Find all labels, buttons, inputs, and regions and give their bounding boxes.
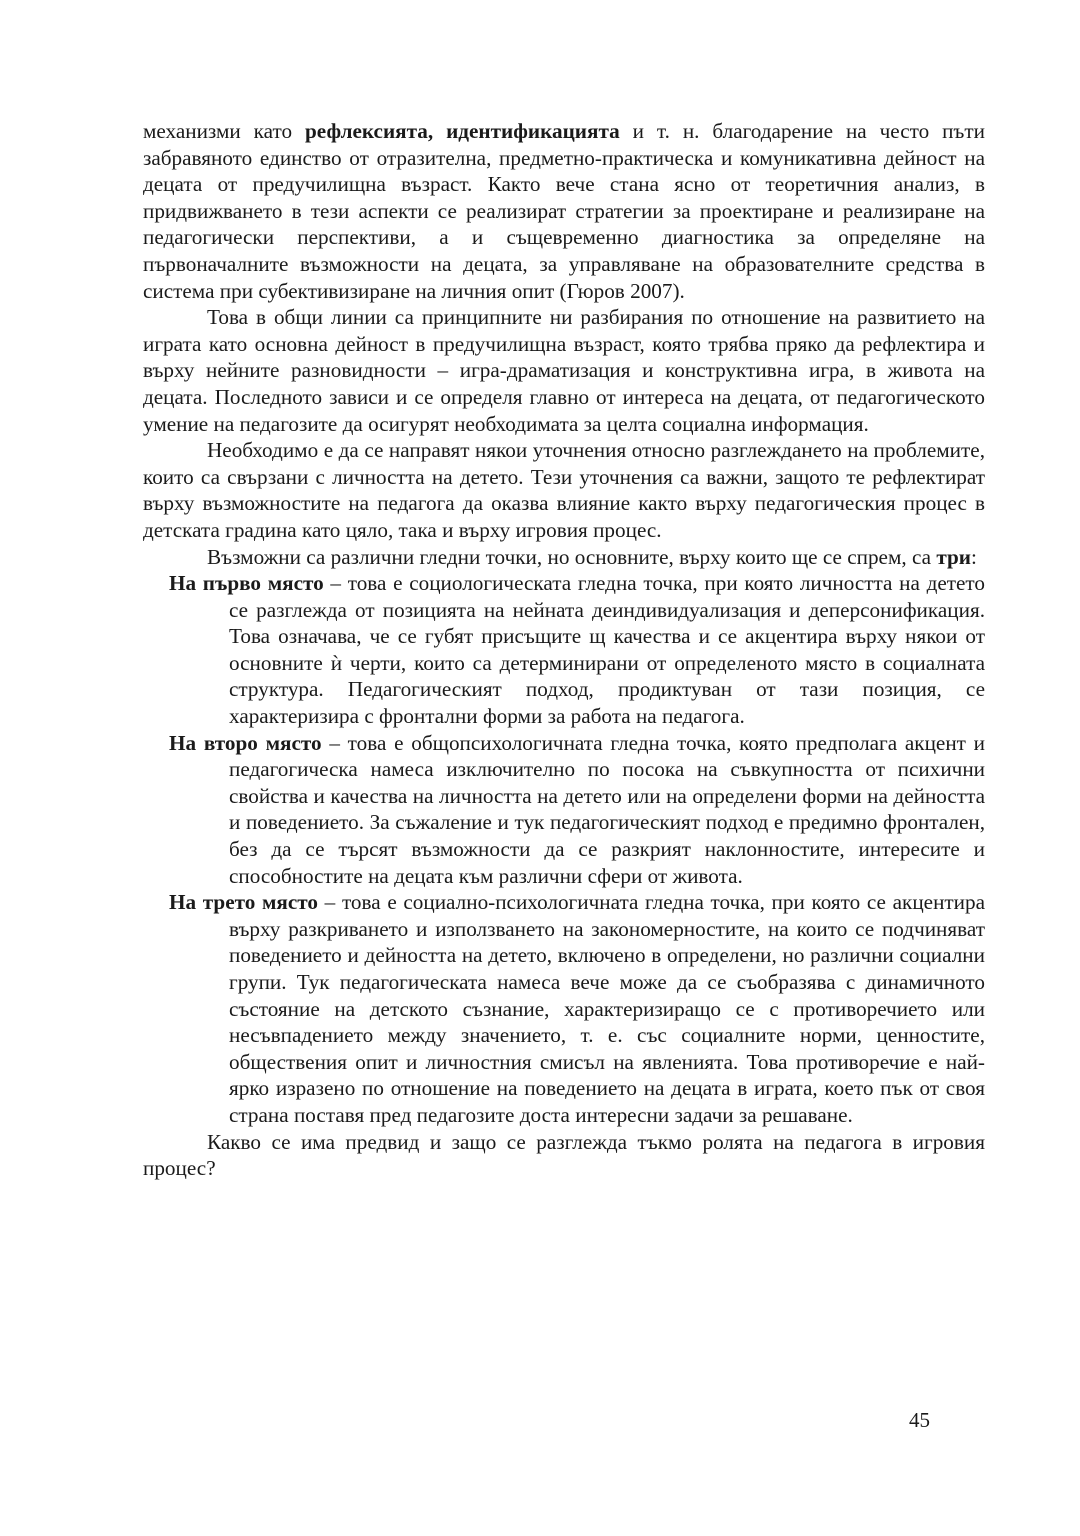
paragraph-1-text-c: и т. н. благодарение на често пъти забравяното единство от отразителна, предметно-практическа и комуникативна дейност на децата от предучилищна възраст. Както вече стана ясно от теоретичния анализ, в придвижването в тези аспекти се реализират стратегии за проектиране и реализиране на педагогически перспективи, а и същевременно диагностика за определяне на първоначалните възможности на децата, за управляване на образователните средства в система при субективизиране на личния опит (Гюров 2007). xyxy=(143,119,985,303)
page-number: 45 xyxy=(909,1408,930,1432)
list-item-second-label: На второ място xyxy=(169,730,322,755)
list-item-third-text: – това е социално-психологичната гледна точка, при която се акцентира върху разкриването и използването на закономерностите, на които се подчиняват поведението и дейността на детето, включено в определени, но различни социални групи. Тук педагогическата намеса вече може да се съобразява с динамичното състояние на детското съзнание, характеризиращо се с противоречието или несъвпадението между значението, т. е. със социалните норми, ценностите, обществения опит и личностния смисъл на явленията. Това противоречие е най-ярко изразено по отношение на поведението на децата в играта, което пък от своя страна поставя пред педагозите доста интересни задачи за решаване. xyxy=(229,890,985,1127)
paragraph-2: Това в общи линии са принципните ни разбирания по отношение на развитието на играта като основна дейност в предучилищна възраст, която трябва пряко да рефлектира и върху нейните разновидности – игра-драматизация и конструктивна игра, в живота на децата. Последното зависи и се определя главно от интереса на децата, от педагогическото умение на педагозите да осигурят необходимата за целта социална информация. xyxy=(143,305,985,436)
list-item-first-label: На първо място xyxy=(169,571,324,596)
paragraph-1-bold-terms: рефлексията, идентификацията xyxy=(305,119,620,143)
paragraph-1 xyxy=(143,118,985,304)
list-item-second-text: – това е общопсихологичната гледна точка, която предполага акцент и педагогическа намеса изключително по посока на съвкупността от психични свойства и качества на личността на детето или на определени форми на дейността и поведението. За съжаление и тук педагогическият подход е предимно фронтален, без да се търсят възможности да се разкрият наклонностите, интересите и способностите на децата към различни сфери от живота. xyxy=(229,730,985,888)
page-body xyxy=(143,118,985,1182)
paragraph-1-text-a: механизми като xyxy=(143,119,305,143)
list-item-first-text: – това е социологическата гледна точка, при която личността на детето се разглежда от позицията на нейната деиндивидуализация и деперсонификация. Това означава, че се губят присъщите щ качества и се акцентира върху някои от основните ѝ черти, които са детерминирани от определеното място в социалната структура. Педагогическият подход, продиктуван от тази позиция, се характеризира с фронтални форми за работа на педагога. xyxy=(229,571,985,729)
paragraph-4-bold-three: три xyxy=(936,544,971,569)
list-item-third xyxy=(143,889,985,1128)
paragraph-4 xyxy=(143,544,985,571)
list-item-first xyxy=(143,570,985,730)
paragraph-4-text-c: : xyxy=(971,544,977,569)
paragraph-5: Какво се има предвид и защо се разглежда тъкмо ролята на педагога в игровия процес? xyxy=(143,1129,985,1181)
list-item-third-label: На трето място xyxy=(169,890,319,915)
paragraph-3: Необходимо е да се направят някои уточнения относно разглеждането на проблемите, които са свързани с личността на детето. Тези уточнения са важни, защото те рефлектират върху възможностите на педагога да оказва влияние както върху педагогическия процес в детската градина като цяло, така и върху игровия процес. xyxy=(143,438,985,542)
paragraph-4-text-a: Възможни са различни гледни точки, но основните, върху които ще се спрем, са xyxy=(207,544,937,569)
list-item-second xyxy=(143,730,985,890)
